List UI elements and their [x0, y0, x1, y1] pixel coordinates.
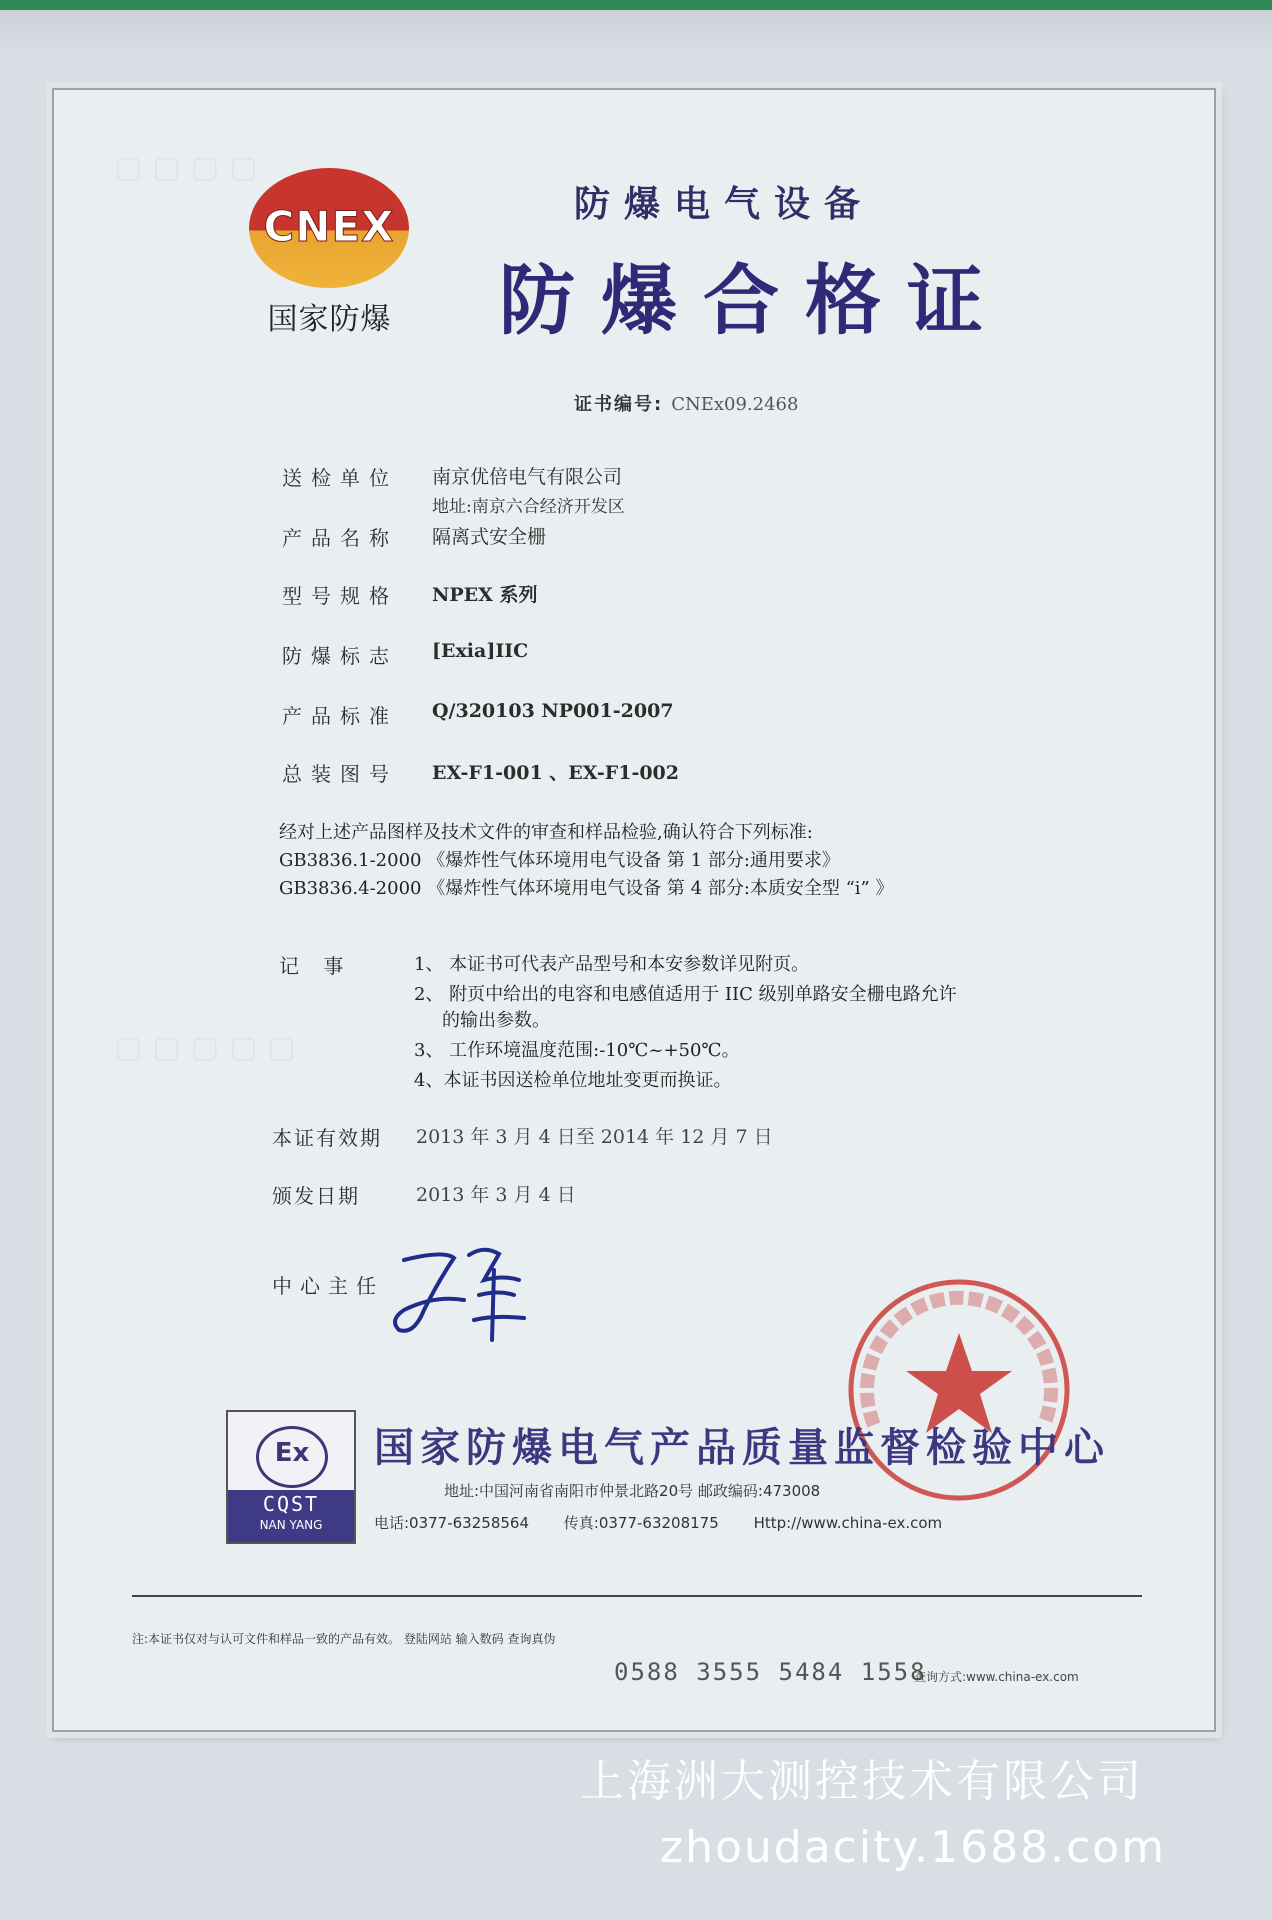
note-item: 1、 本证书可代表产品型号和本安参数详见附页。 [414, 954, 810, 975]
certificate-number-label: 证书编号: [574, 394, 664, 415]
bleed-through-text: ▢▢▢▢▢ [114, 1030, 306, 1065]
conformity-intro: 经对上述产品图样及技术文件的审查和样品检验,确认符合下列标准: [279, 822, 813, 843]
drawing-number-value: EX-F1-001 、EX-F1-002 [432, 762, 679, 784]
bleed-through-text: ▢▢▢▢ [114, 150, 268, 185]
standard-value: Q/320103 NP001-2007 [432, 700, 674, 722]
query-method: 查询方式:www.china-ex.com [914, 1670, 1079, 1684]
cqst-city-text: NAN YANG [259, 1518, 323, 1532]
applicant-address: 地址:南京六合经济开发区 [432, 497, 625, 517]
issuer-phone: 电话:0377-63258564 [374, 1514, 529, 1532]
issuer-fax: 传真:0377-63208175 [563, 1514, 719, 1532]
validity-value: 2013 年 3 月 4 日至 2014 年 12 月 7 日 [416, 1126, 773, 1148]
verification-code: 0588 3555 5484 1558 [614, 1658, 927, 1686]
page-edge-shadow [0, 10, 1272, 50]
watermark-company: 上海洲大测控技术有限公司 [580, 1756, 1144, 1807]
issuer-name: 国家防爆电气产品质量监督检验中心 [374, 1424, 1110, 1471]
issue-date-label: 颁发日期 [272, 1184, 360, 1208]
document-subtitle: 防爆电气设备 [574, 184, 875, 225]
logo-caption: 国家防爆 [267, 302, 392, 337]
conformity-standard-2: GB3836.4-2000 《爆炸性气体环境用电气设备 第 4 部分:本质安全型 “i” 》 [279, 878, 894, 899]
issuer-address: 地址:中国河南省南阳市仲景北路20号 邮政编码:473008 [444, 1482, 821, 1500]
director-signature [384, 1240, 534, 1350]
product-name-value: 隔离式安全栅 [432, 526, 547, 548]
product-name-label: 产品名称 [282, 526, 398, 550]
footer-divider [132, 1595, 1142, 1597]
cqst-text: CQST [262, 1492, 320, 1516]
footer-note: 注:本证书仅对与认可文件和样品一致的产品有效。 登陆网站 输入数码 查询真伪 [132, 1632, 556, 1646]
ex-marking-value: [Exia]IIC [432, 640, 529, 662]
certificate-sheet [52, 88, 1216, 1732]
ex-logo-text: Ex [274, 1438, 310, 1468]
drawing-number-label: 总装图号 [282, 762, 398, 786]
validity-label: 本证有效期 [272, 1126, 382, 1150]
top-edge-strip [0, 0, 1272, 10]
applicant-label: 送检单位 [282, 466, 398, 490]
certificate-number-value: CNEx09.2468 [671, 394, 799, 415]
certificate-number [574, 390, 798, 416]
issuer-contact [374, 1512, 942, 1533]
model-value: NPEX 系列 [432, 584, 538, 606]
note-item: 3、 工作环境温度范围:-10℃~+50℃。 [414, 1040, 740, 1061]
note-item: 的输出参数。 [442, 1010, 550, 1031]
note-item: 2、 附页中给出的电容和电感值适用于 IIC 级别单路安全栅电路允许 [414, 984, 957, 1005]
ex-marking-label: 防爆标志 [282, 644, 398, 668]
cqst-logo [226, 1410, 356, 1544]
note-item: 4、本证书因送检单位地址变更而换证。 [414, 1070, 732, 1091]
standard-label: 产品标准 [282, 704, 398, 728]
cnex-logo-text: CNEX [263, 202, 395, 251]
document-title: 防爆合格证 [499, 256, 1009, 345]
model-label: 型号规格 [282, 584, 398, 608]
notes-label: 记 事 [279, 954, 353, 978]
watermark-url: zhoudacity.1688.com [660, 1822, 1167, 1873]
issuer-website: Http://www.china-ex.com [753, 1514, 943, 1532]
applicant-value: 南京优倍电气有限公司 [432, 466, 623, 488]
conformity-standard-1: GB3836.1-2000 《爆炸性气体环境用电气设备 第 1 部分:通用要求》 [279, 850, 840, 871]
director-label: 中心主任 [272, 1274, 384, 1298]
issue-date-value: 2013 年 3 月 4 日 [416, 1184, 576, 1206]
